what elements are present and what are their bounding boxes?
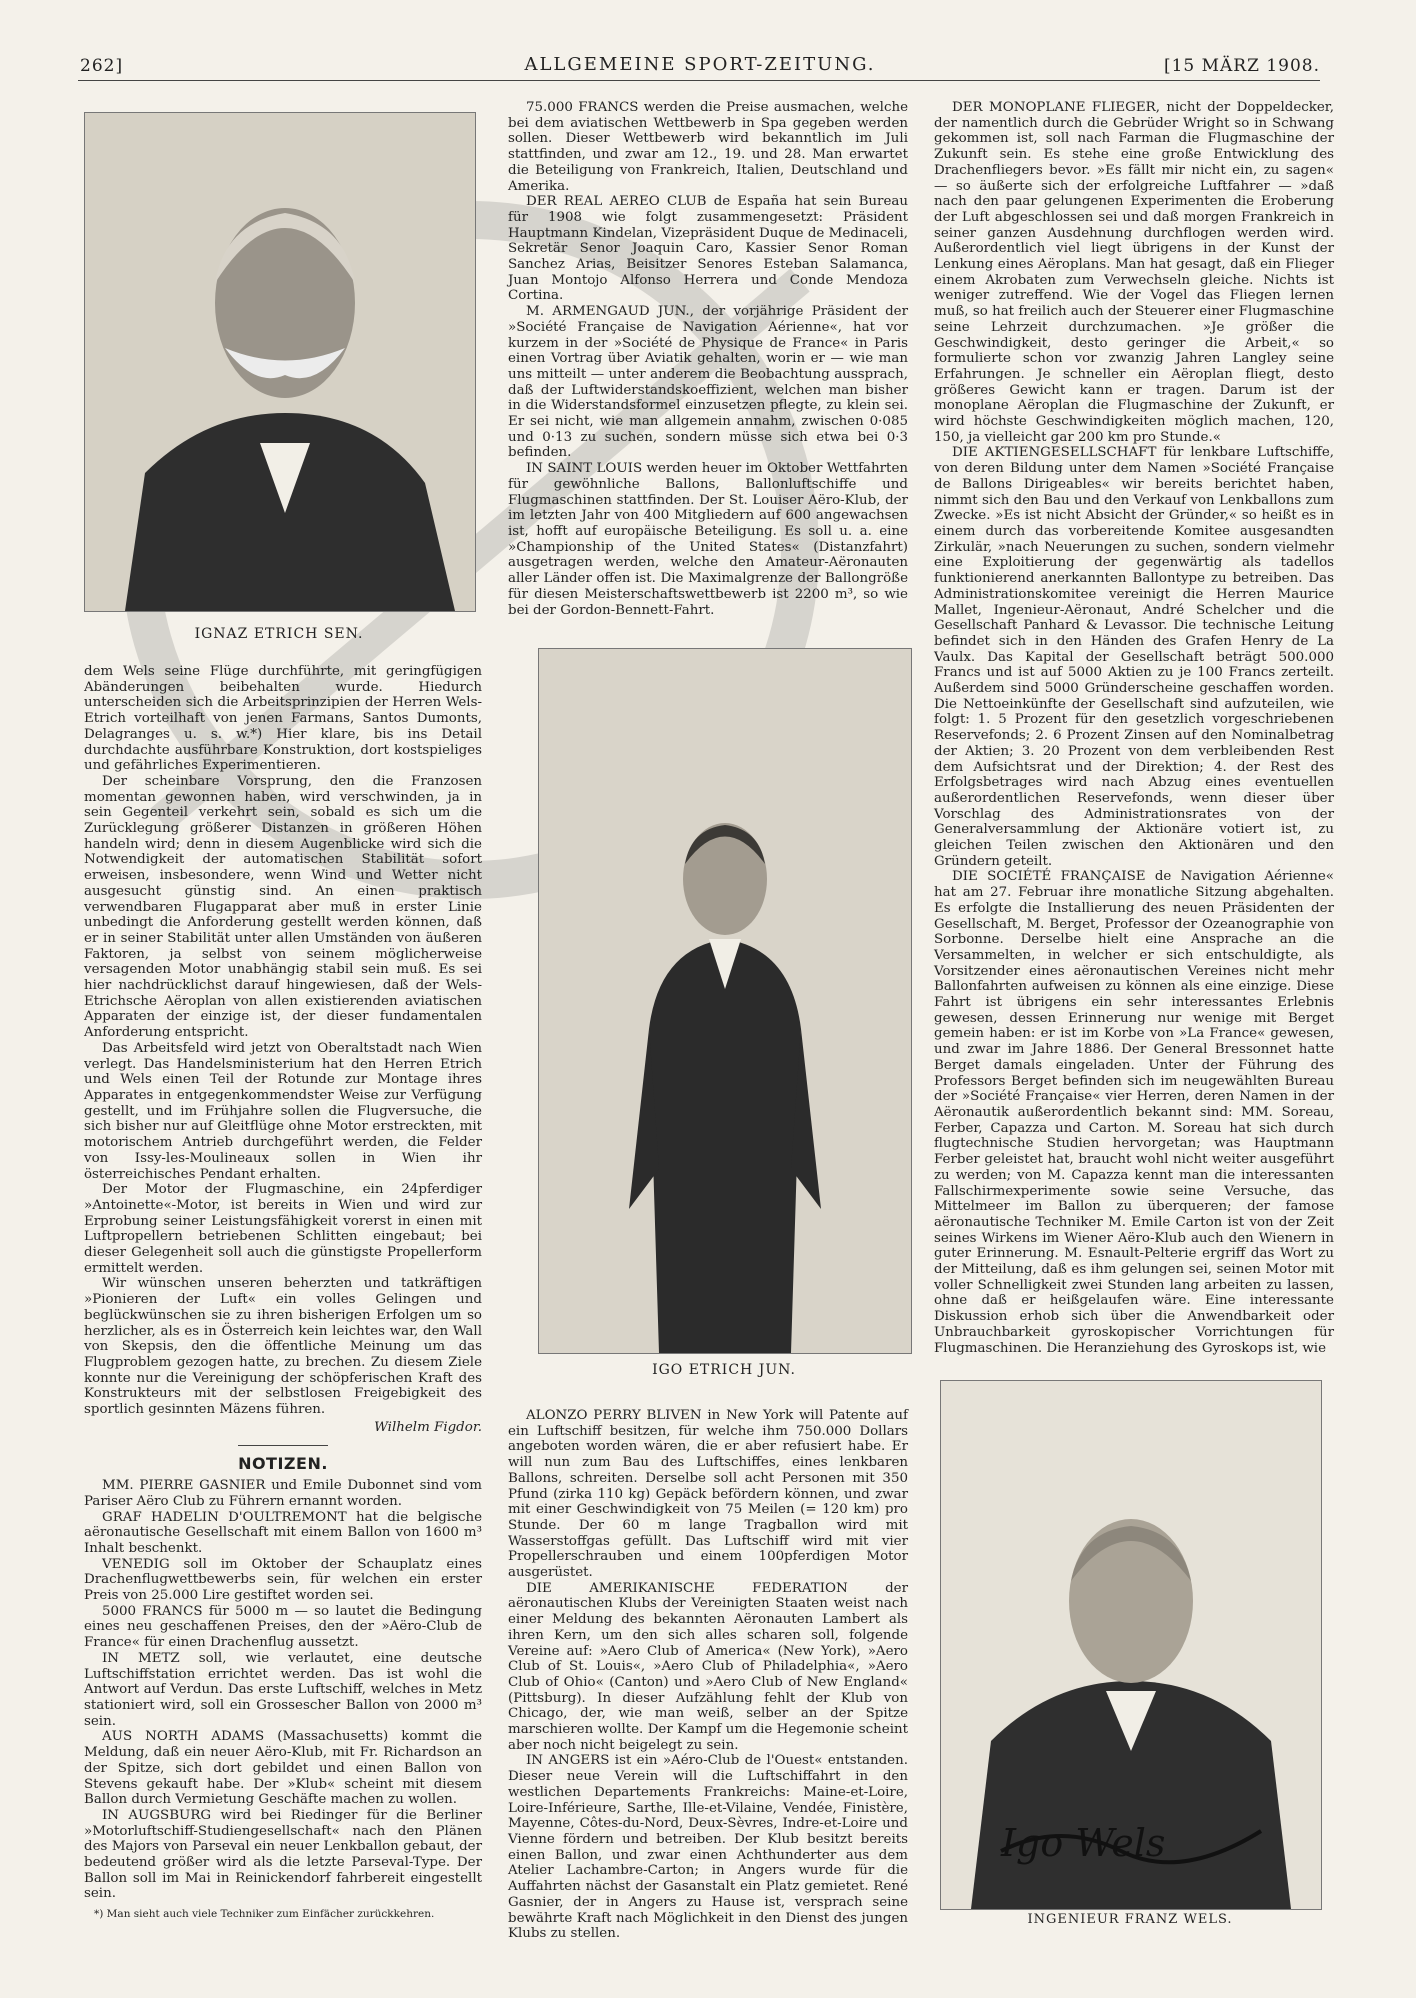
col1-paragraph: dem Wels seine Flüge durchführte, mit geringfügigen Abänderungen beibehalten wurde. Hiedurch unterscheiden sich die Arbeitsprinzipien der Herren Wels-Etrich vorteilhaft von jenen Farmans, Santos Dumonts, Delagranges u. s. w.*) Hier klare, bis ins Detail durchdachte ausführbare Konstruktion, dort kostspieliges und gefährliches Experimentieren. <box>84 664 482 774</box>
col3-paragraph: DER MONOPLANE FLIEGER, nicht der Doppeldecker, der namentlich durch die Gebrüder Wright so in Schwang gekommen ist, soll nach Farman die Flugmaschine der Zukunft sein. Es stehe eine große Entwicklung des Drachenfliegers bevor. »Es fällt mir nicht ein, zu sagen« — so äußerte sich der erfolgreiche Luftfahrer — »daß nach den paar gelungenen Experimenten die Eroberung der Luft abgeschlossen sei und daß morgen Frankreich in seiner ganzen Ausdehnung durchflogen werden wird. Außerordentlich viel liegt übrigens in der Kunst der Lenkung eines Aëroplans. Man hat gesagt, daß ein Flieger einem Akrobaten zum Verwechseln gleiche. Nichts ist weniger zutreffend. Wie der Vogel das Fliegen lernen muß, so hat freilich auch der Steuerer einer Flugmaschine seine Lehrzeit durchzumachen. »Je größer die Geschwindigkeit, desto geringer die Arbeit,« so formulierte schon vor zwanzig Jahren Langley seine Erfahrungen. Je schneller ein Aëroplan fliegt, desto größeres Gewicht kann er tragen. Darum ist der monoplane Aëroplan die Flugmaschine der Zukunft, er wird höchste Geschwindigkeiten möglich machen, 120, 150, ja vielleicht gar 200 km pro Stunde.« <box>934 100 1334 445</box>
page-number: 262] <box>80 56 124 76</box>
col2-paragraph: IN ANGERS ist ein »Aéro-Club de l'Ouest« entstanden. Dieser neue Verein will die Luftschiffahrt in den westlichen Departements Frankreichs: Maine-et-Loire, Loire-Inférieure, Sarthe, Ille-et-Vilaine, Vendée, Finistère, Mayenne, Côtes-du-Nord, Deux-Sèvres, Indre-et-Loire und Vienne fördern und betreiben. Der Klub besitzt bereits einen Ballon, und zwar einen Achthunderter aus dem Atelier Lachambre-Carton; in Angers wurde für die Auffahrten nächst der Gasanstalt ein Platz gemietet. René Gasnier, der in Angers zu Hause ist, versprach seine bewährte Kraft nach Möglichkeit in den Dienst des jungen Klubs zu stellen. <box>508 1753 908 1942</box>
col2-paragraph: 75.000 FRANCS werden die Preise ausmachen, welche bei dem aviatischen Wettbewerb in Spa gegeben werden sollen. Dieser Wettbewerb wird bekanntlich im Juli stattfinden, und zwar am 12., 19. und 28. Man erwartet die Beteiligung von Frankreich, Italien, Deutschland und Amerika. <box>508 100 908 194</box>
caption-etrich-sen: IGNAZ ETRICH SEN. <box>194 626 364 642</box>
column-2-top <box>508 100 908 618</box>
col3-paragraph: DIE SOCIÉTÉ FRANÇAISE de Navigation Aérienne« hat am 27. Februar ihre monatliche Sitzung abgehalten. Es erfolgte die Installierung des neuen Präsidenten der Gesellschaft, M. Berget, Professor der Ozeanographie von Sorbonne. Derselbe hielt eine Ansprache an die Versammelten, in welcher er sich entschuldigte, als Vorsitzender eines aëronautischen Vereines nicht mehr Ballonfahrten aufweisen zu können als eine einzige. Diese Fahrt ist übrigens ein sehr interessantes Erlebnis gewesen, dessen Erinnerung nur wenige mit Berget gemein haben: er ist im Korbe von »La France« gewesen, und zwar im Jahre 1886. Der General Bressonnet hatte Berget damals eingeladen. Unter der Führung des Professors Berget befinden sich im neugewählten Bureau der »Société Française« vier Herren, deren Namen in der Aëronautik außerordentlich bekannt sind: MM. Soreau, Ferber, Capazza und Carton. M. Soreau hat sich durch flugtechnische Studien hervorgetan; was Hauptmann Ferber geleistet hat, braucht wohl nicht weiter ausgeführt zu werden; von M. Capazza kennt man die interessanten Fallschirmexperimente sowie seine Versuche, das Mittelmeer im Ballon zu überqueren; der famose aëronautische Techniker M. Emile Carton ist von der Zeit seines Wirkens im Wiener Aëro-Klub auch den Wienern in guter Erinnerung. M. Esnault-Pelterie ergriff das Wort zu der Mitteilung, daß es ihm gelungen sei, seinen Motor mit voller Schnelligkeit zwei Stunden lang arbeiten zu lassen, ohne daß er heißgelaufen wäre. Eine interessante Diskussion erhob sich über die Anwendbarkeit oder Unbrauchbarkeit gyroskopischer Vorrichtungen für Flugmaschinen. Die Heranziehung des Gyroskops ist, wie <box>934 869 1334 1356</box>
col1-paragraph: Das Arbeitsfeld wird jetzt von Oberaltstadt nach Wien verlegt. Das Handelsministerium hat den Herren Etrich und Wels einen Teil der Rotunde zur Montage ihres Apparates in entgegenkommendster Weise zur Verfügung gestellt, und im Frühjahre sollen die Flugversuche, die sich bisher nur auf Gleitflüge ohne Motor erstreckten, mit motorischem Antrieb durchgeführt werden, die Felder von Issy-les-Moulineaux sollen in Wien ihr österreichisches Pendant erhalten. <box>84 1040 482 1182</box>
photo-igo-etrich-jun <box>538 648 912 1354</box>
issue-date: [15 MÄRZ 1908. <box>1163 56 1320 76</box>
col2-paragraph: IN SAINT LOUIS werden heuer im Oktober Wettfahrten für gewöhnliche Ballons, Ballonluftschiffe und Flugmaschinen stattfinden. Der St. Louiser Aëro-Klub, der im letzten Jahr von 400 Mitgliedern auf 600 angewachsen ist, hofft auf europäische Beteiligung. Es soll u. a. eine »Championship of the United States« (Distanzfahrt) ausgetragen werden, welche den Amateur-Aëronauten aller Länder offen ist. Die Maximalgrenze der Ballongröße für diesen Meisterschaftswettbewerb ist 2200 m³, so wie bei der Gordon-Bennett-Fahrt. <box>508 461 908 618</box>
section-divider <box>238 1445 328 1446</box>
notiz-item: 5000 FRANCS für 5000 m — so lautet die Bedingung eines neu geschaffenen Preises, den der »Aëro-Club de France« für einen Drachenflug aussetzt. <box>84 1603 482 1651</box>
notizen-heading: NOTIZEN. <box>238 1454 328 1474</box>
caption-etrich-jun: IGO ETRICH JUN. <box>652 1362 796 1378</box>
notiz-item: GRAF HADELIN D'OULTREMONT hat die belgische aëronautische Gesellschaft mit einem Ballon von 1600 m³ Inhalt beschenkt. <box>84 1509 482 1556</box>
notiz-item: MM. PIERRE GASNIER und Emile Dubonnet sind vom Pariser Aëro Club zu Führern ernannt worden. <box>84 1478 482 1509</box>
column-2-bottom <box>508 1408 908 1942</box>
col3-paragraph: DIE AKTIENGESELLSCHAFT für lenkbare Luftschiffe, von deren Bildung unter dem Namen »Société Française de Ballons Dirigeables« wir bereits berichtet haben, nimmt sich den Bau und den Verkauf von Lenkballons zum Zwecke. »Es ist nicht Absicht der Gründer,« so heißt es in einem durch das vorbereitende Komitee ausgesandten Zirkulär, »nach Neuerungen zu suchen, sondern vielmehr eine Exploitierung der gegenwärtig als tadellos funktionierend anerkannten Ballontype zu betreiben. Das Administrationskomitee vereinigt die Herren Maurice Mallet, Ingenieur-Aëronaut, André Schelcher und die Gesellschaft Panhard & Levassor. Die technische Leitung befindet sich in den Händen des Grafen Henry de La Vaulx. Das Kapital der Gesellschaft beträgt 500.000 Francs und ist auf 5000 Aktien zu je 100 Francs zerteilt. Außerdem sind 5000 Gründerscheine geschaffen worden. Die Nettoeinkünfte der Gesellschaft sind aufzuteilen, wie folgt: 1. 5 Prozent für den gesetzlich vorgeschriebenen Reservefonds; 2. 6 Prozent Zinsen auf den Nominalbetrag der Aktien; 3. 20 Prozent von dem verbleibenden Rest dem Aufsichtsrat und der Direktion; 4. der Rest des Erfolgsbetrages wird nach Abzug eines eventuellen außerordentlichen Reservefonds, wenn dieser über Vorschlag des Administrationsrates von der Generalversammlung der Aktionäre votiert ist, zu gleichen Teilen zwischen den Aktionären und den Gründern geteilt. <box>934 445 1334 869</box>
col1-paragraph: Der Motor der Flugmaschine, ein 24pferdiger »Antoinette«-Motor, ist bereits in Wien und wird zur Erprobung seiner Leistungsfähigkeit vorerst in einen mit Luftpropellern betriebenen Schlitten eingebaut; bei dieser Gelegenheit soll auch die günstigste Propellerform ermittelt werden. <box>84 1182 482 1276</box>
photo-ignaz-etrich-sen <box>84 112 476 612</box>
handwritten-signature: Igo Wels <box>1001 1821 1166 1865</box>
newspaper-title: ALLGEMEINE SPORT-ZEITUNG. <box>524 54 876 75</box>
column-1 <box>84 664 482 1920</box>
caption-franz-wels: INGENIEUR FRANZ WELS. <box>1027 1912 1233 1927</box>
notiz-item: VENEDIG soll im Oktober der Schauplatz eines Drachenflugwettbewerbs sein, für welchen ein erster Preis von 25.000 Lire gestiftet worden sei. <box>84 1556 482 1604</box>
col2-paragraph: M. ARMENGAUD JUN., der vorjährige Präsident der »Société Française de Navigation Aérienne«, hat vor kurzem in der »Société de Physique de France« in Paris einen Vortrag über Aviatik gehalten, worin er — wie man uns mitteilt — unter anderem die Beobachtung aussprach, daß der Luftwiderstandskoeffizient, welchen man bisher in die Widerstandsformel einzusetzen pflegte, zu klein sei. Er sei nicht, wie man allgemein annahm, zwischen 0·085 und 0·13 zu suchen, sondern müsse sich etwa bei 0·3 befinden. <box>508 304 908 461</box>
notiz-item: IN METZ soll, wie verlautet, eine deutsche Luftschiffstation errichtet werden. Das ist wohl die Antwort auf Verdun. Das erste Luftschiff, welches in Metz stationiert wird, soll ein Grossescher Ballon von 2000 m³ sein. <box>84 1650 482 1729</box>
col2-paragraph: ALONZO PERRY BLIVEN in New York will Patente auf ein Luftschiff besitzen, für welche ihm 750.000 Dollars angeboten worden wären, die er aber refusiert habe. Er will nun zum Bau des Luftschiffes, eines lenkbaren Ballons, schreiten. Derselbe soll acht Personen mit 350 Pfund (zirka 110 kg) Gepäck befördern können, und zwar mit einer Geschwindigkeit von 75 Meilen (= 120 km) pro Stunde. Der 60 m lange Tragballon wird mit Wasserstoffgas gefüllt. Das Luftschiff wird mit vier Propellerschrauben und einem 100pferdigen Motor ausgerüstet. <box>508 1408 908 1581</box>
col2-paragraph: DER REAL AEREO CLUB de España hat sein Bureau für 1908 wie folgt zusammengesetzt: Präsident Hauptmann Kindelan, Vizepräsident Duque de Medinaceli, Sekretär Senor Joaquin Caro, Kassier Senor Roman Sanchez Arias, Beisitzer Senores Esteban Salamanca, Juan Montojo Alfonso Herrera und Conde Mendoza Cortina. <box>508 194 908 304</box>
page-header <box>80 52 1320 78</box>
col1-paragraph: Wir wünschen unseren beherzten und tatkräftigen »Pionieren der Luft« ein volles Gelingen und beglückwünschen sie zu ihren bisherigen Erfolgen um so herzlicher, als es in Österreich kein leichtes war, den Wall von Skepsis, den die öffentliche Meinung um das Flugproblem gezogen hatte, zu brechen. Zu diesem Ziele konnte nur die Vereinigung der schöpferischen Kraft des Konstrukteurs mit der selbstlosen Freigebigkeit des sportlich gesinnten Mäzens führen. <box>84 1276 482 1418</box>
author-signature: Wilhelm Figdor. <box>374 1419 482 1435</box>
col1-paragraph: Der scheinbare Vorsprung, den die Franzosen momentan gewonnen haben, wird verschwinden, ja in sein Gegenteil verkehrt sein, sobald es sich um die Zurücklegung größerer Distanzen in größeren Höhen handeln wird; denn in diesem Augenblicke wird sich die Notwendigkeit der automatischen Stabilität sofort erweisen, insbesondere, wenn Wind und Wetter nicht ausgesucht günstig sind. An einen praktisch verwendbaren Flugapparat aber muß in erster Linie unbedingt die Anforderung gestellt werden können, daß er in seiner Stabilität unter allen Umständen von äußeren Faktoren, ja selbst von seinem möglicherweise versagenden Motor unabhängig stabil sein muß. Es sei hier nachdrücklichst darauf hingewiesen, daß der Wels-Etrichsche Aëroplan von allen existierenden aviatischen Apparaten der einzige ist, der dieser fundamentalen Anforderung entspricht. <box>84 773 482 1041</box>
photo-franz-wels <box>940 1380 1322 1910</box>
column-3 <box>934 100 1334 1356</box>
header-rule <box>78 80 1320 81</box>
notiz-item: IN AUGSBURG wird bei Riedinger für die Berliner »Motorluftschiff-Studiengesellschaft« nach den Plänen des Majors von Parseval ein neuer Lenkballon gebaut, der bedeutend größer wird als die letzte Parseval-Type. Der Ballon soll im Mai in Reinickendorf fahrbereit eingestellt sein. <box>84 1807 482 1902</box>
notiz-item: AUS NORTH ADAMS (Massachusetts) kommt die Meldung, daß ein neuer Aëro-Klub, mit Fr. Richardson an der Spitze, sich dort gebildet und einen Ballon von Stevens gekauft habe. Der »Klub« scheint mit diesem Ballon durch Vermietung Geschäfte machen zu wollen. <box>84 1729 482 1808</box>
footnote: *) Man sieht auch viele Techniker zum Einfächer zurückkehren. <box>94 1908 435 1921</box>
col2-paragraph: DIE AMERIKANISCHE FEDERATION der aëronautischen Klubs der Vereinigten Staaten weist nach einer Meldung des bekannten Aëronauten Lambert als ihren Kern, um den sich alles scharen soll, folgende Vereine auf: »Aero Club of America« (New York), »Aero Club of St. Louis«, »Aero Club of Philadelphia«, »Aero Club of Ohio« (Canton) und »Aero Club of New England« (Pittsburg). In dieser Aufzählung fehlt der Klub von Chicago, der, wie man weiß, selber an der Spitze marschieren wollte. Der Kampf um die Hegemonie scheint aber noch nicht beigelegt zu sein. <box>508 1580 908 1753</box>
